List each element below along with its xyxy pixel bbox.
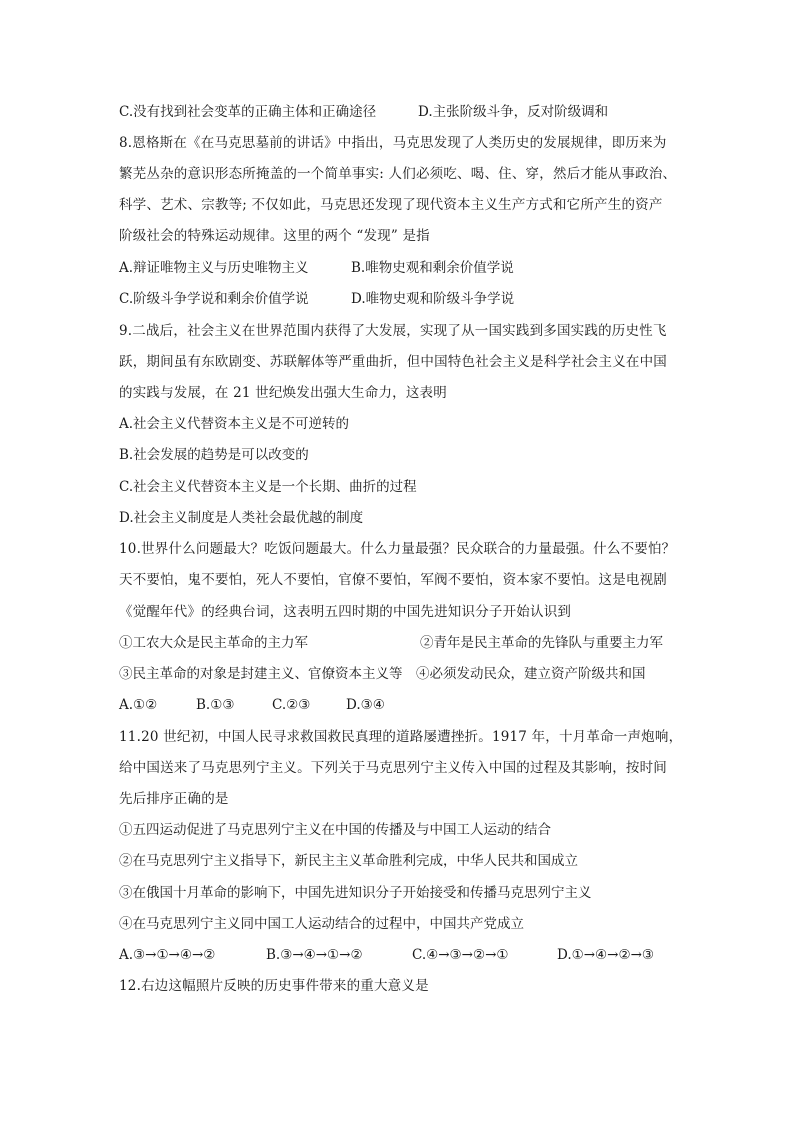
q8-option-d: D.唯物史观和阶级斗争学说: [351, 291, 515, 307]
q10-option-d: D.③④: [346, 697, 385, 713]
q9-option-c: C.社会主义代替资本主义是一个长期、曲折的过程: [119, 479, 417, 495]
q11-stem-line-1: 11.20 世纪初，中国人民寻求救国救民真理的道路屡遭挫折。1917 年，十月革命一声炮响，: [119, 729, 683, 745]
q10-stem-line-3: 《觉醒年代》的经典台词，这表明五四时期的中国先进知识分子开始认识到: [119, 604, 572, 620]
q9-stem-line-2: 跃，期间虽有东欧剧变、苏联解体等严重曲折，但中国特色社会主义是科学社会主义在中国: [119, 354, 667, 370]
q11-item-1: ①五四运动促进了马克思列宁主义在中国的传播及与中国工人运动的结合: [119, 822, 551, 838]
q9-option-d: D.社会主义制度是人类社会最优越的制度: [119, 510, 364, 526]
q11-item-2: ②在马克思列宁主义指导下，新民主主义革命胜利完成，中华人民共和国成立: [119, 853, 578, 869]
q11-stem-line-2: 给中国送来了马克思列宁主义。下列关于马克思列宁主义传入中国的过程及其影响，按时间: [119, 760, 667, 776]
q10-option-a: A.①②: [119, 697, 158, 713]
q8-stem-line-3: 科学、艺术、宗教等; 不仅如此，马克思还发现了现代资本主义生产方式和它所产生的资产: [119, 197, 663, 213]
q11-option-d: D.①→④→②→③: [557, 947, 654, 963]
q11-option-a: A.③→①→④→②: [119, 947, 216, 963]
q11-stem-line-3: 先后排序正确的是: [119, 791, 229, 807]
q10-item-4: ④必须发动民众，建立资产阶级共和国: [416, 666, 646, 682]
q7-option-c: C.没有找到社会变革的正确主体和正确途径: [119, 104, 377, 120]
q8-option-b: B.唯物史观和剩余价值学说: [351, 260, 514, 276]
q7-option-d: D.主张阶级斗争，反对阶级调和: [418, 104, 609, 120]
q10-item-3: ③民主革命的对象是封建主义、官僚资本主义等: [119, 666, 403, 682]
q9-option-a: A.社会主义代替资本主义是不可逆转的: [119, 416, 350, 432]
q10-option-b: B.①③: [196, 697, 235, 713]
q8-stem-line-4: 阶级社会的特殊运动规律。这里的两个 “发现” 是指: [119, 228, 430, 244]
q10-stem-line-1: 10.世界什么问题最大？吃饭问题最大。什么力量最强？民众联合的力量最强。什么不要怕？: [119, 541, 676, 557]
q10-item-2: ②青年是民主革命的先锋队与重要主力军: [420, 635, 663, 651]
q9-option-b: B.社会发展的趋势是可以改变的: [119, 447, 309, 463]
q11-item-4: ④在马克思列宁主义同中国工人运动结合的过程中，中国共产党成立: [119, 916, 524, 932]
q8-stem-line-2: 繁芜丛杂的意识形态所掩盖的一个简单事实: 人们必须吃、喝、住、穿，然后才能从事政治、: [119, 166, 677, 182]
q9-stem-line-3: 的实践与发展，在 21 世纪焕发出强大生命力，这表明: [119, 385, 447, 401]
q8-stem-line-1: 8.恩格斯在《在马克思墓前的讲话》中指出，马克思发现了人类历史的发展规律，即历来为: [119, 135, 667, 151]
q12-stem: 12.右边这幅照片反映的历史事件带来的重大意义是: [119, 978, 429, 994]
q11-item-3: ③在俄国十月革命的影响下，中国先进知识分子开始接受和传播马克思列宁主义: [119, 885, 592, 901]
q10-option-c: C.②③: [272, 697, 311, 713]
q11-option-b: B.③→④→①→②: [266, 947, 363, 963]
q9-stem-line-1: 9.二战后，社会主义在世界范围内获得了大发展，实现了从一国实践到多国实践的历史性飞: [119, 323, 667, 339]
q8-option-c: C.阶级斗争学说和剩余价值学说: [119, 291, 309, 307]
q8-option-a: A.辩证唯物主义与历史唯物主义: [119, 260, 309, 276]
q11-option-c: C.④→③→②→①: [412, 947, 509, 963]
q10-stem-line-2: 天不要怕，鬼不要怕，死人不要怕，官僚不要怕，军阀不要怕，资本家不要怕。这是电视剧: [119, 572, 667, 588]
q10-item-1: ①工农大众是民主革命的主力军: [119, 635, 308, 651]
